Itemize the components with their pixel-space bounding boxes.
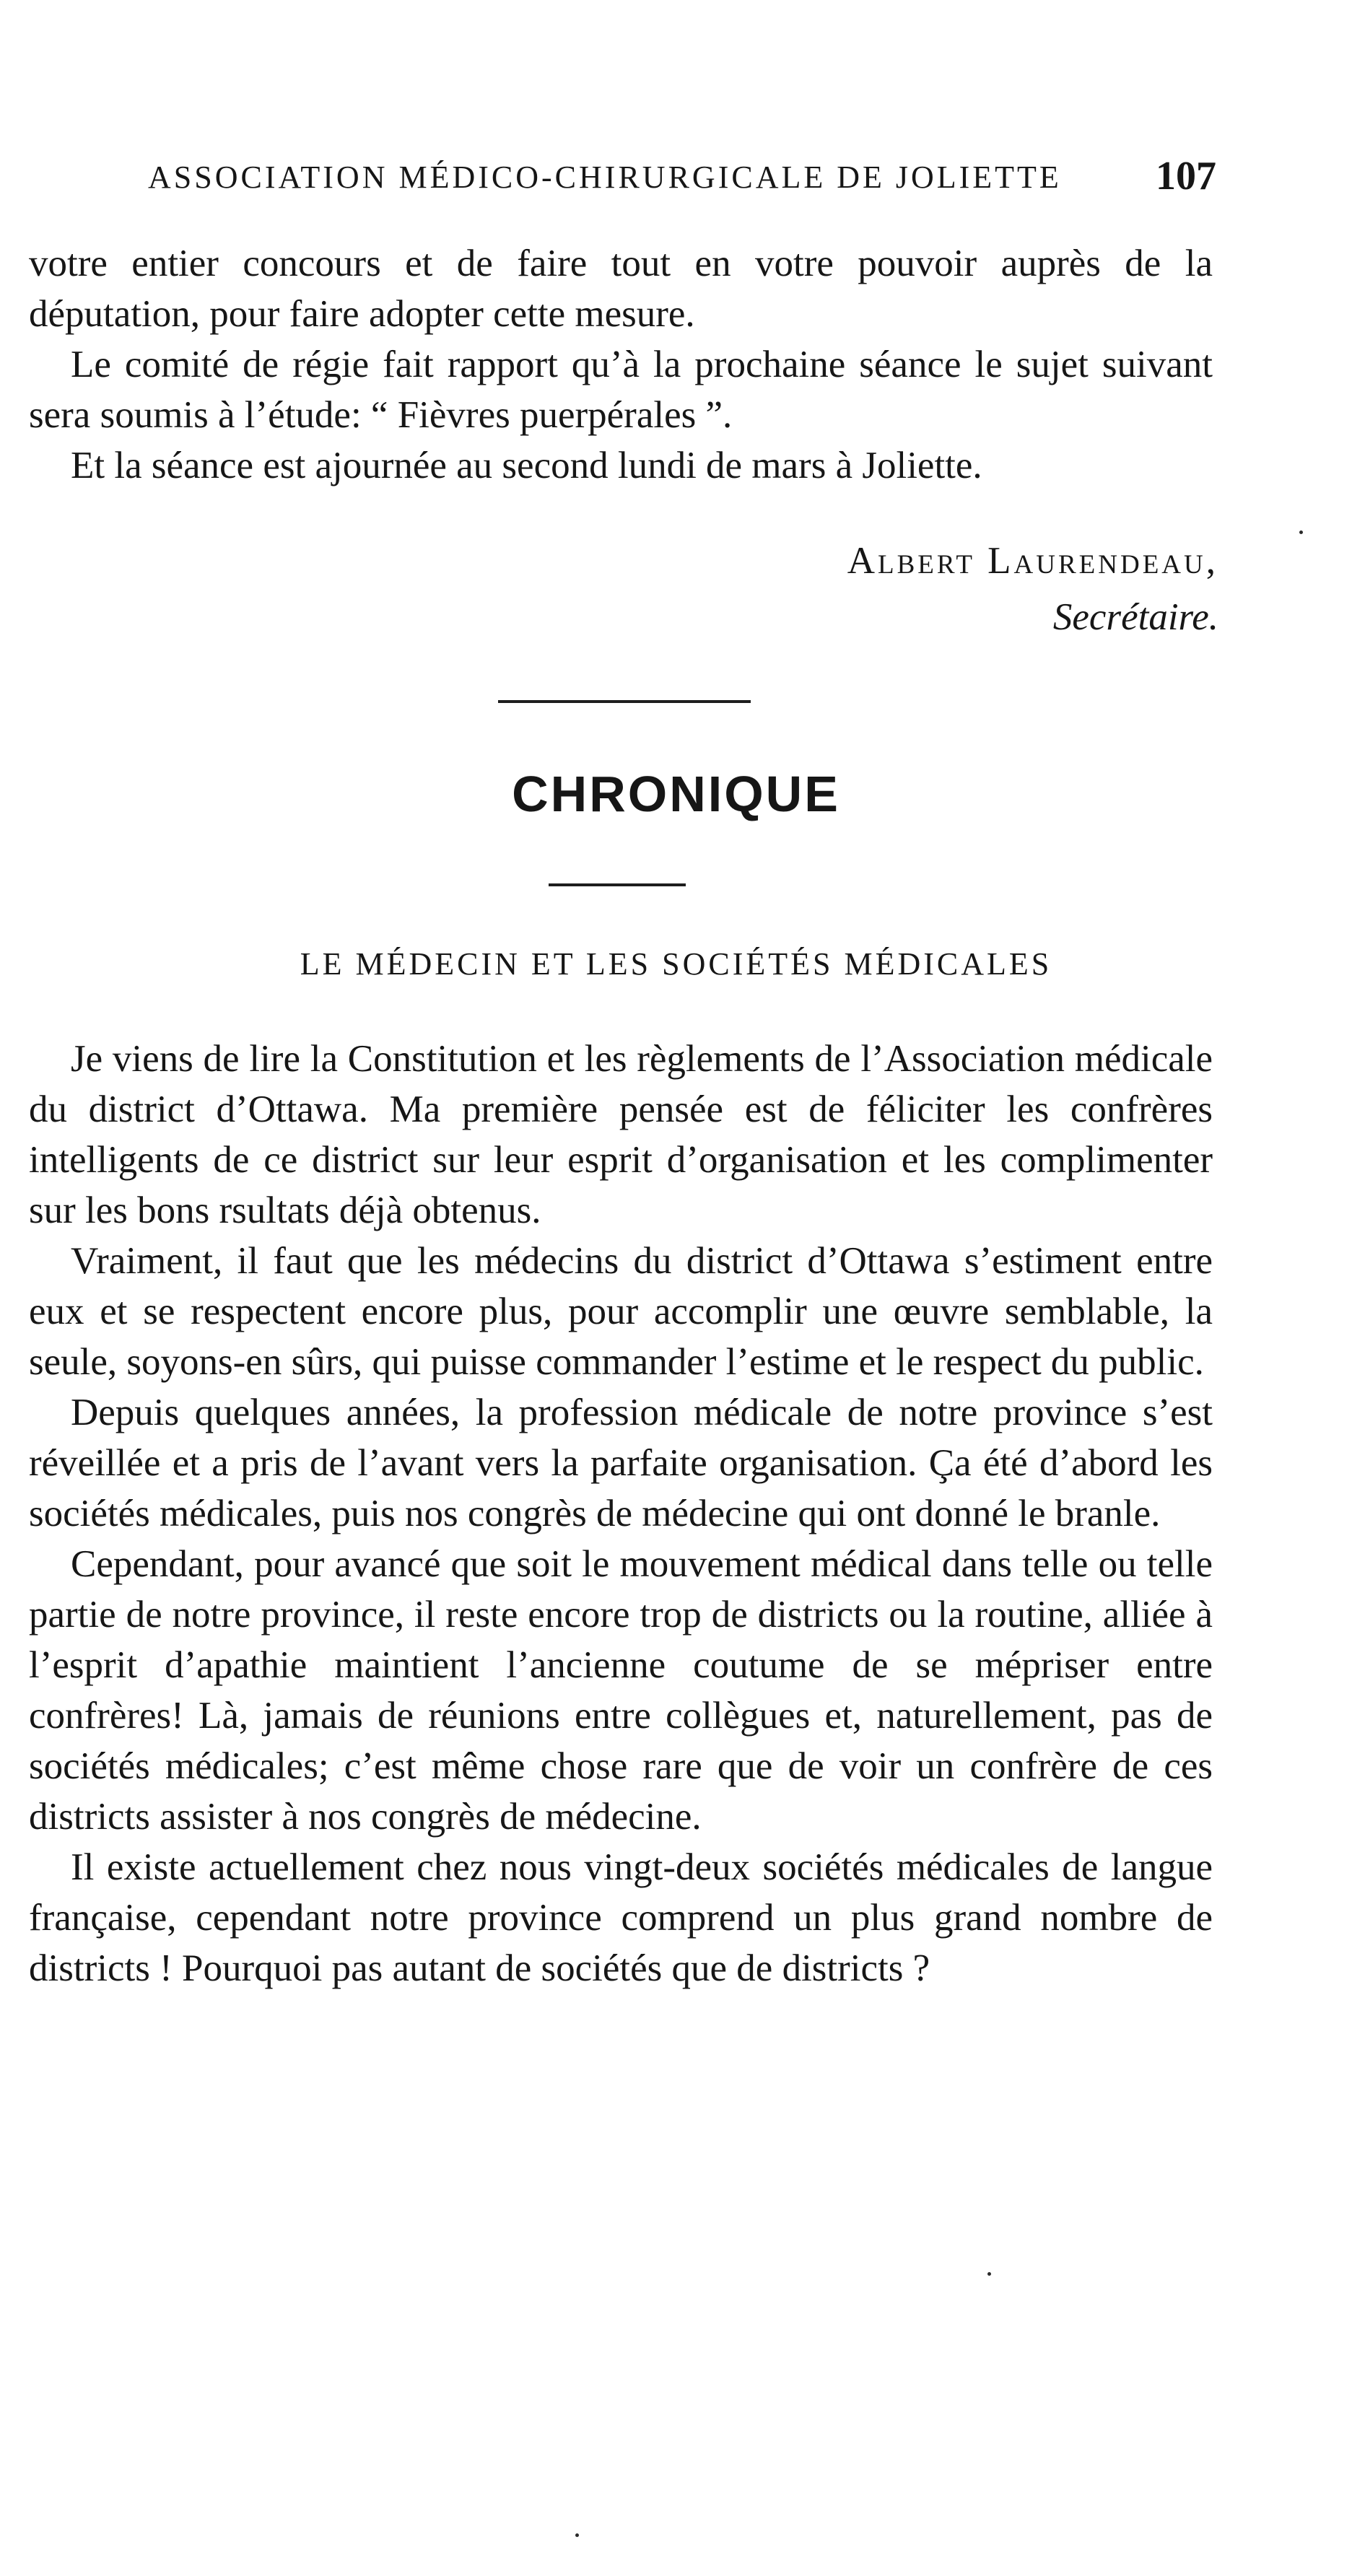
- signature-name: Albert Laurendeau,: [847, 540, 1218, 582]
- article-paragraph-1: Je viens de lire la Constitution et les règlements de l’Association médicale du district d’Ottawa. Ma première pensée est de féliciter les confrères intelligents de ce district sur leur esprit d’organisation et les complimenter sur les bons rsultats déjà obtenus.: [29, 1038, 1213, 1231]
- scan-speck: [987, 2272, 991, 2276]
- minutes-paragraph-1: votre entier concours et de faire tout en votre pouvoir auprès de la députation, pour faire adopter cette mesure.: [29, 243, 1213, 335]
- article-paragraph-5: Il existe actuellement chez nous vingt-deux sociétés médicales de langue française, cependant notre province comprend un plus grand nombre de districts ! Pourquoi pas autant de sociétés que de districts ?: [29, 1846, 1213, 1989]
- scan-speck: [575, 2533, 579, 2537]
- article-title: LE MÉDECIN ET LES SOCIÉTÉS MÉDICALES: [300, 946, 1052, 982]
- signature-block: [847, 533, 1218, 645]
- scan-speck: [1299, 531, 1303, 534]
- signature-title: Secrétaire.: [1052, 596, 1218, 638]
- minutes-text: [29, 238, 1213, 491]
- page-number: 107: [1156, 154, 1216, 198]
- minutes-paragraph-3: Et la séance est ajournée au second lundi de mars à Joliette.: [71, 445, 982, 486]
- article-paragraph-4: Cependant, pour avancé que soit le mouvement médical dans telle ou telle partie de notre province, il reste encore trop de districts ou la routine, alliée à l’esprit d’apathie maintient l’ancienne coutume de se mépriser entre confrères! Là, jamais de réunions entre collègues et, naturellement, pas de sociétés médicales; c’est même chose rare que de voir un confrère de ces districts assister à nos congrès de médecine.: [29, 1543, 1213, 1838]
- section-heading: CHRONIQUE: [512, 766, 840, 822]
- article-paragraph-2: Vraiment, il faut que les médecins du district d’Ottawa s’estiment entre eux et se respectent encore plus, pour accomplir une œuvre semblable, la seule, soyons-en sûrs, qui puisse commander l’estime et le respect du public.: [29, 1240, 1213, 1383]
- article-paragraph-3: Depuis quelques années, la profession médicale de notre province s’est réveillée et a pris de l’avant vers la parfaite organisation. Ça été d’abord les sociétés médicales, puis nos congrès de médecine qui ont donné le branle.: [29, 1392, 1213, 1534]
- running-head: [148, 153, 1216, 204]
- heading-underline-rule: [549, 883, 686, 886]
- section-divider-rule: [498, 700, 751, 703]
- minutes-paragraph-2: Le comité de régie fait rapport qu’à la prochaine séance le sujet suivant sera soumis à l’étude: “ Fièvres puerpérales ”.: [29, 344, 1213, 436]
- running-title: ASSOCIATION MÉDICO-CHIRURGICALE DE JOLIETTE: [148, 160, 1062, 195]
- article-text: [29, 1034, 1213, 1994]
